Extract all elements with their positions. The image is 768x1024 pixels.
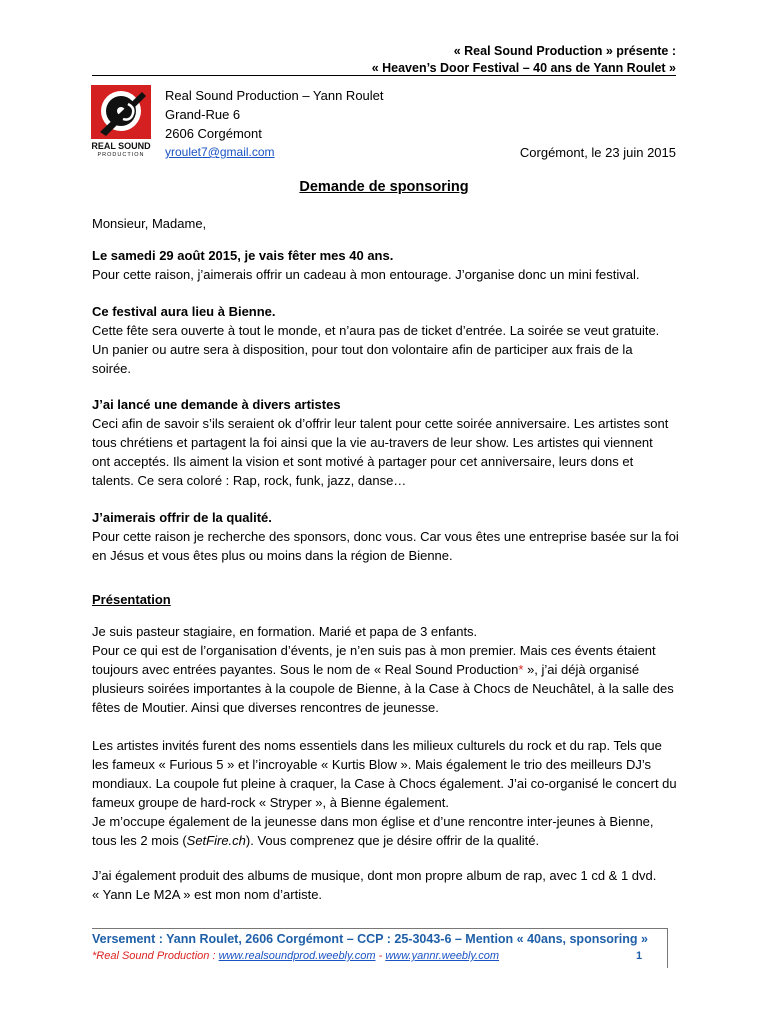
paragraph-presentation-artists: [92, 736, 682, 850]
paragraph-line: talents. Ce sera coloré : Rap, rock, funk, jazz, danse…: [92, 473, 407, 488]
sender-name: Real Sound Production – Yann Roulet: [165, 88, 384, 103]
page-number: 1: [636, 950, 643, 962]
paragraph-line: fêtes de Moutier. Ainsi que diverses rencontres de jeunesse.: [92, 700, 439, 715]
paragraph-line: Les artistes invités furent des noms essentiels dans les milieux culturels du rock et du rap. Tels que: [92, 738, 662, 753]
paragraph-line: Un panier ou autre sera à disposition, pour tout don volontaire afin de participer aux frais de la: [92, 342, 633, 357]
paragraph-line: fameux groupe de hard-rock « Stryper », à Bienne également.: [92, 795, 449, 810]
header-line-1: « Real Sound Production » présente :: [453, 44, 676, 58]
text-span: », j’ai déjà organisé: [523, 662, 640, 677]
paragraph-line: Pour cette raison, j’aimerais offrir un cadeau à mon entourage. J’organise donc un mini festival.: [92, 267, 640, 282]
paragraph-line: tous chrétiens et partagent la foi ainsi que la vie au-travers de leur show. Les artistes qui viennent: [92, 435, 653, 450]
sender-city: 2606 Corgémont: [165, 126, 262, 141]
paragraph-heading: J’aimerais offrir de la qualité.: [92, 510, 272, 525]
paragraph-quality: [92, 508, 682, 565]
salutation: Monsieur, Madame,: [92, 216, 207, 231]
footer-link-yannr[interactable]: www.yannr.weebly.com: [385, 950, 500, 962]
paragraph-line: Ceci afin de savoir s’ils seraient ok d’offrir leur talent pour cette soirée anniversaire. Les artistes sont: [92, 416, 669, 431]
real-sound-logo: [90, 84, 152, 158]
paragraph-line: [92, 831, 682, 850]
footer-note-label: *Real Sound Production :: [92, 950, 219, 962]
paragraph-line: ont acceptés. Ils aiment la vision et sont motivé à partager pour cet anniversaire, leurs dons et: [92, 454, 634, 469]
paragraph-line: Cette fête sera ouverte à tout le monde, et n’aura pas de ticket d’entrée. La soirée se veut gratuite.: [92, 323, 660, 338]
text-span: tous les 2 mois (: [92, 833, 187, 848]
paragraph-festival: [92, 302, 682, 378]
paragraph-line: plusieurs soirées importantes à la coupole de Bienne, à la Case à Chocs de Neuchâtel, à la salle des: [92, 681, 674, 696]
section-heading-presentation: Présentation: [92, 592, 171, 607]
letter-date: Corgémont, le 23 juin 2015: [519, 145, 676, 160]
paragraph-presentation-albums: [92, 866, 682, 904]
logo-text-bottom: PRODUCTION: [97, 152, 145, 158]
paragraph-line: en Jésus et vous êtes plus ou moins dans la région de Bienne.: [92, 548, 453, 563]
footer-link-realsoundprod[interactable]: www.realsoundprod.weebly.com: [218, 950, 376, 962]
footer-vertical-divider: [667, 928, 668, 968]
footer-note: [92, 949, 499, 964]
text-span: ). Vous comprenez que je désire offrir de la qualité.: [245, 833, 540, 848]
footnote-asterisk: *: [518, 662, 524, 677]
footer-divider: [92, 928, 668, 929]
text-span: toujours avec entrées payantes. Sous le nom de « Real Sound Production: [92, 662, 519, 677]
letter-title: Demande de sponsoring: [299, 179, 469, 195]
header-divider: [92, 75, 676, 76]
paragraph-heading: Ce festival aura lieu à Bienne.: [92, 304, 276, 319]
paragraph-artists: [92, 395, 682, 490]
logo-text-top: REAL SOUND: [91, 141, 151, 151]
paragraph-birthday: [92, 246, 682, 284]
paragraph-line: [92, 660, 682, 679]
paragraph-line: Je m’occupe également de la jeunesse dans mon église et d’une rencontre inter-jeunes à Bienne,: [92, 814, 654, 829]
paragraph-line: Pour ce qui est de l’organisation d’évents, je n’en suis pas à mon premier. Mais ces évents étaient: [92, 643, 656, 658]
paragraph-line: Je suis pasteur stagiaire, en formation. Marié et papa de 3 enfants.: [92, 624, 478, 639]
paragraph-heading: J’ai lancé une demande à divers artistes: [92, 397, 341, 412]
paragraph-heading: Le samedi 29 août 2015, je vais fêter mes 40 ans.: [92, 248, 394, 263]
paragraph-line: J’ai également produit des albums de musique, dont mon propre album de rap, avec 1 cd & 1 dvd.: [92, 868, 657, 883]
paragraph-line: les fameux « Furious 5 » et l’incroyable « Kurtis Blow ». Mais également le trio des meilleurs DJ’s: [92, 757, 651, 772]
setfire-name: SetFire.ch: [186, 833, 246, 848]
paragraph-line: soirée.: [92, 361, 132, 376]
sender-street: Grand-Rue 6: [165, 107, 241, 122]
footer-payment-info: Versement : Yann Roulet, 2606 Corgémont – CCP : 25-3043-6 – Mention « 40ans, sponsoring »: [92, 932, 648, 946]
paragraph-line: « Yann Le M2A » est mon nom d’artiste.: [92, 887, 323, 902]
paragraph-line: Pour cette raison je recherche des sponsors, donc vous. Car vous êtes une entreprise basée sur la foi: [92, 529, 679, 544]
paragraph-line: mondiaux. La coupole fut pleine à craquer, la Case à Chocs également. J’ai co-organisé le concert du: [92, 776, 677, 791]
header-line-2: « Heaven’s Door Festival – 40 ans de Yann Roulet »: [371, 61, 676, 75]
footer-link-separator: -: [375, 950, 386, 962]
paragraph-presentation-intro: [92, 622, 682, 717]
sender-email-link[interactable]: yroulet7@gmail.com: [165, 145, 275, 159]
